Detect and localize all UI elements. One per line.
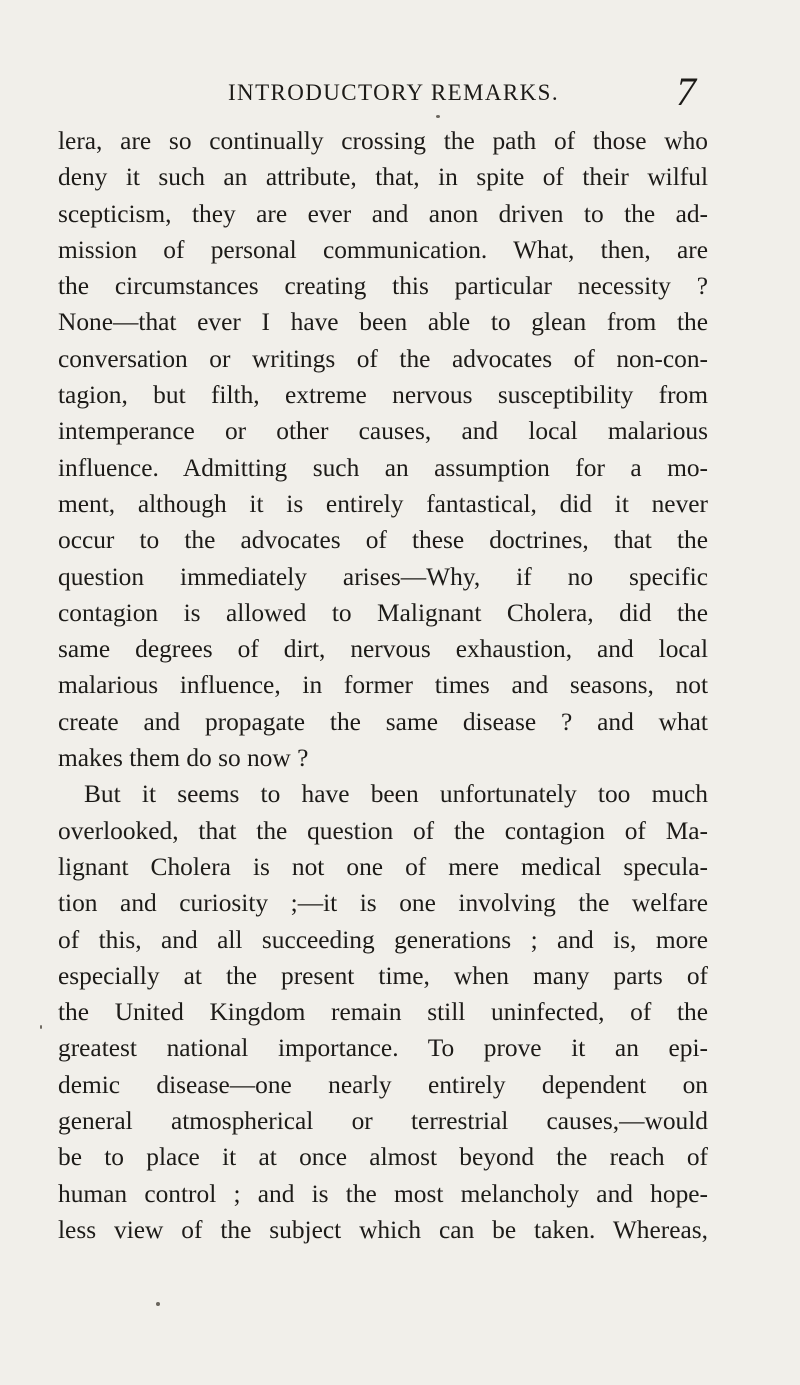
text-line: makes them do so now ? [58,744,309,773]
text-line: greatest national importance. To prove it an epi- [58,1034,708,1063]
text-line: ment, although it is entirely fantastical, did it never [58,489,708,518]
running-head [0,69,800,114]
text-line: question immediately arises—Why, if no specific [58,562,708,591]
text-line: malarious influence, in former times and seasons, not [58,671,708,700]
running-title: INTRODUCTORY REMARKS. [228,80,559,105]
paper-speck [436,115,440,118]
text-line: the circumstances creating this particular necessity ? [58,272,708,301]
text-line: mission of personal communication. What, then, are [58,235,708,264]
text-line: None—that ever I have been able to glean from the [58,308,708,337]
text-line: of this, and all succeeding generations ; and is, more [58,925,708,954]
text-line: intemperance or other causes, and local malarious [58,417,708,446]
text-line: occur to the advocates of these doctrines, that the [58,526,708,555]
text-line: lera, are so continually crossing the path of those who [58,127,708,155]
text-line: tagion, but filth, extreme nervous susceptibility from [58,381,708,410]
paper-speck [156,1302,160,1306]
text-line: lignant Cholera is not one of mere medical specula- [58,852,708,881]
text-line: create and propagate the same disease ? and what [58,707,708,736]
text-line: conversation or writings of the advocates of non-con- [58,344,708,373]
text-line: demic disease—one nearly entirely dependent on [58,1070,708,1099]
body-text [58,123,708,1248]
text-line: deny it such an attribute, that, in spite of their wilful [58,163,708,192]
text-line: tion and curiosity ;—it is one involving the welfare [58,889,708,918]
text-line: contagion is allowed to Malignant Cholera, did the [58,598,708,627]
text-line: general atmospherical or terrestrial causes,—would [58,1107,708,1136]
text-line: same degrees of dirt, nervous exhaustion, and local [58,635,708,664]
paper-speck [40,1025,42,1029]
text-line: overlooked, that the question of the contagion of Ma- [58,816,708,845]
page-number: 7 [676,69,696,114]
text-line: be to place it at once almost beyond the reach of [58,1143,708,1172]
text-line: human control ; and is the most melancholy and hope- [58,1179,708,1208]
text-line: less view of the subject which can be taken. Whereas, [58,1215,708,1244]
text-line: But it seems to have been unfortunately too much [84,780,708,809]
text-line: the United Kingdom remain still uninfected, of the [58,998,708,1027]
text-line: scepticism, they are ever and anon driven to the ad- [58,199,708,228]
text-line: especially at the present time, when many parts of [58,961,708,990]
text-line: influence. Admitting such an assumption for a mo- [58,453,708,482]
